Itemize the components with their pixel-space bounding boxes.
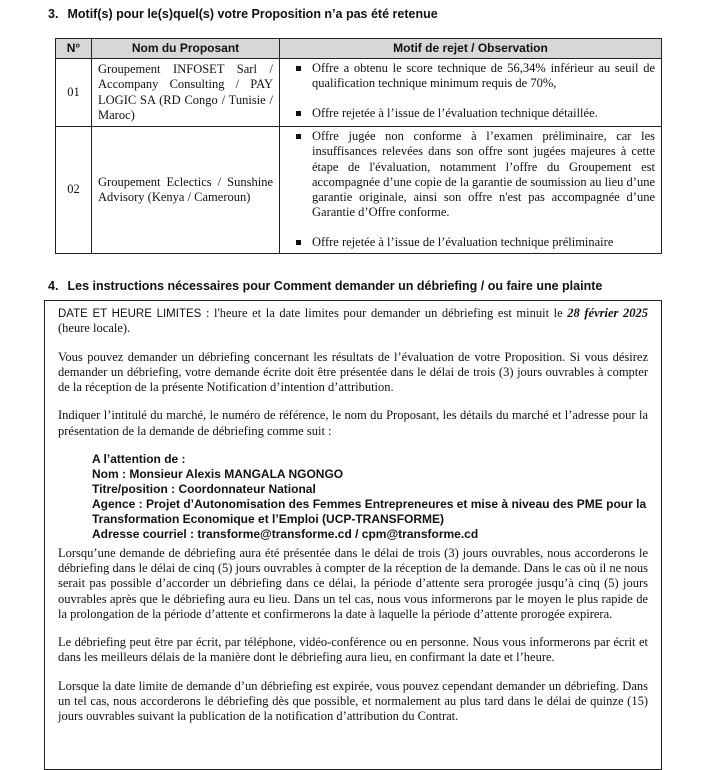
- row-number: 02: [56, 127, 92, 254]
- section-3-number: 3.: [48, 7, 59, 21]
- row-motif: [280, 59, 662, 127]
- section-3-heading: [48, 7, 438, 22]
- deadline-date: 28 février 2025: [567, 306, 649, 320]
- address-email: Adresse courriel : transforme@transforme.cd / cpm@transforme.cd: [92, 526, 479, 541]
- section-4-title: Les instructions nécessaires pour Comment demander un débriefing / ou faire une plainte: [67, 279, 603, 293]
- row-number: 01: [56, 59, 92, 127]
- table-row: [56, 127, 662, 254]
- deadline-text: : l'heure et la date limites pour demander un débriefing est minuit le: [205, 306, 563, 320]
- paragraph-delay: Lorsqu’une demande de débriefing aura été présentée dans le délai de trois (3) jours ouvrables, nous accorderons le débriefing dans le délai de cinq (5) jours ouvrables à compter de la réception de la demande. Dans le cas où il ne nous serait pas possible d’accorder un débriefing dans ce délai, la période d’attente sera prorogée jusqu’à cinq (5) jours ouvrables après que le débriefing aura eu lieu. Dans un tel cas, nous vous informerons par le moyen le plus rapide de la prolongation de la période d’attente et confirmerons la date à laquelle la période d’attente prorogée expirera.: [58, 545, 648, 621]
- section-3-title: Motif(s) pour le(s)quel(s) votre Proposition n’a pas été retenue: [67, 7, 438, 21]
- deadline-label: DATE ET HEURE LIMITES: [58, 308, 202, 320]
- section-4-number: 4.: [48, 279, 59, 293]
- motif-bullet: Offre rejetée à l’issue de l’évaluation technique préliminaire: [294, 235, 655, 250]
- header-motif: Motif de rejet / Observation: [280, 39, 662, 59]
- row-proposant: Groupement Eclectics / Sunshine Advisory (Kenya / Cameroun): [92, 127, 280, 254]
- section-4-heading: [48, 279, 602, 294]
- deadline-paragraph: [58, 306, 648, 337]
- table-row: [56, 59, 662, 127]
- deadline-text-end: (heure locale).: [58, 321, 131, 336]
- paragraph-request: Vous pouvez demander un débriefing concernant les résultats de l’évaluation de votre Proposition. Si vous désirez demander un débriefing, votre demande écrite doit être présentée dans le délai de trois (3) jours ouvrables à compter de la réception de la présente Notification d’intention d’attribution.: [58, 349, 648, 394]
- header-proposant: Nom du Proposant: [92, 39, 280, 59]
- paragraph-expired: Lorsque la date limite de demande d’un débriefing est expirée, vous pouvez cependant demander un débriefing. Dans un tel cas, nous accorderons le débriefing dès que possible, et normalement au plus tard dans le délai de quinze (15) jours ouvrables suivant la publication de la notification d’attribution du Contrat.: [58, 678, 648, 723]
- header-number: N°: [56, 39, 92, 59]
- motif-bullet: Offre a obtenu le score technique de 56,34% inférieur au seuil de qualification technique minimum requis de 70%,: [294, 61, 655, 92]
- address-name: Nom : Monsieur Alexis MANGALA NGONGO: [92, 466, 344, 481]
- contact-address: [92, 452, 648, 542]
- address-title: Titre/position : Coordonnateur National: [92, 481, 316, 496]
- motif-bullet: Offre jugée non conforme à l’examen préliminaire, car les insuffisances relevées dans son offre sont jugées majeures à cette étape de l'évaluation, notamment l’offre du Groupement est accompagnée d’une copie de la garantie de soumission au lieu d’une garantie originale, ainsi son offre n'est pas accompagnée d’une Garantie d’Offre conforme.: [294, 129, 655, 221]
- debriefing-instructions-box: [44, 300, 662, 770]
- paragraph-format: Le débriefing peut être par écrit, par téléphone, vidéo-conférence ou en personne. Nous vous informerons par écrit et dans les meilleurs délais de la manière dont le débriefing aura lieu, en confirmant la date et l’heure.: [58, 635, 648, 665]
- rejection-table: [55, 38, 662, 254]
- paragraph-indications: Indiquer l’intitulé du marché, le numéro de référence, le nom du Proposant, les détails du marché et l’adresse pour la présentation de la demande de débriefing comme suit :: [58, 408, 648, 438]
- table-header-row: [56, 39, 662, 59]
- address-agency: Agence : Projet d’Autonomisation des Femmes Entrepreneures et mise à niveau des PME pour la Transformation Economique et l’Emploi (UCP-TRANSFORME): [92, 496, 647, 526]
- motif-bullet: Offre rejetée à l’issue de l’évaluation technique détaillée.: [294, 106, 655, 121]
- address-attention: A l’attention de :: [92, 451, 186, 466]
- row-proposant: Groupement INFOSET Sarl / Accompany Consulting / PAY LOGIC SA (RD Congo / Tunisie / Maroc): [92, 59, 280, 127]
- row-motif: [280, 127, 662, 254]
